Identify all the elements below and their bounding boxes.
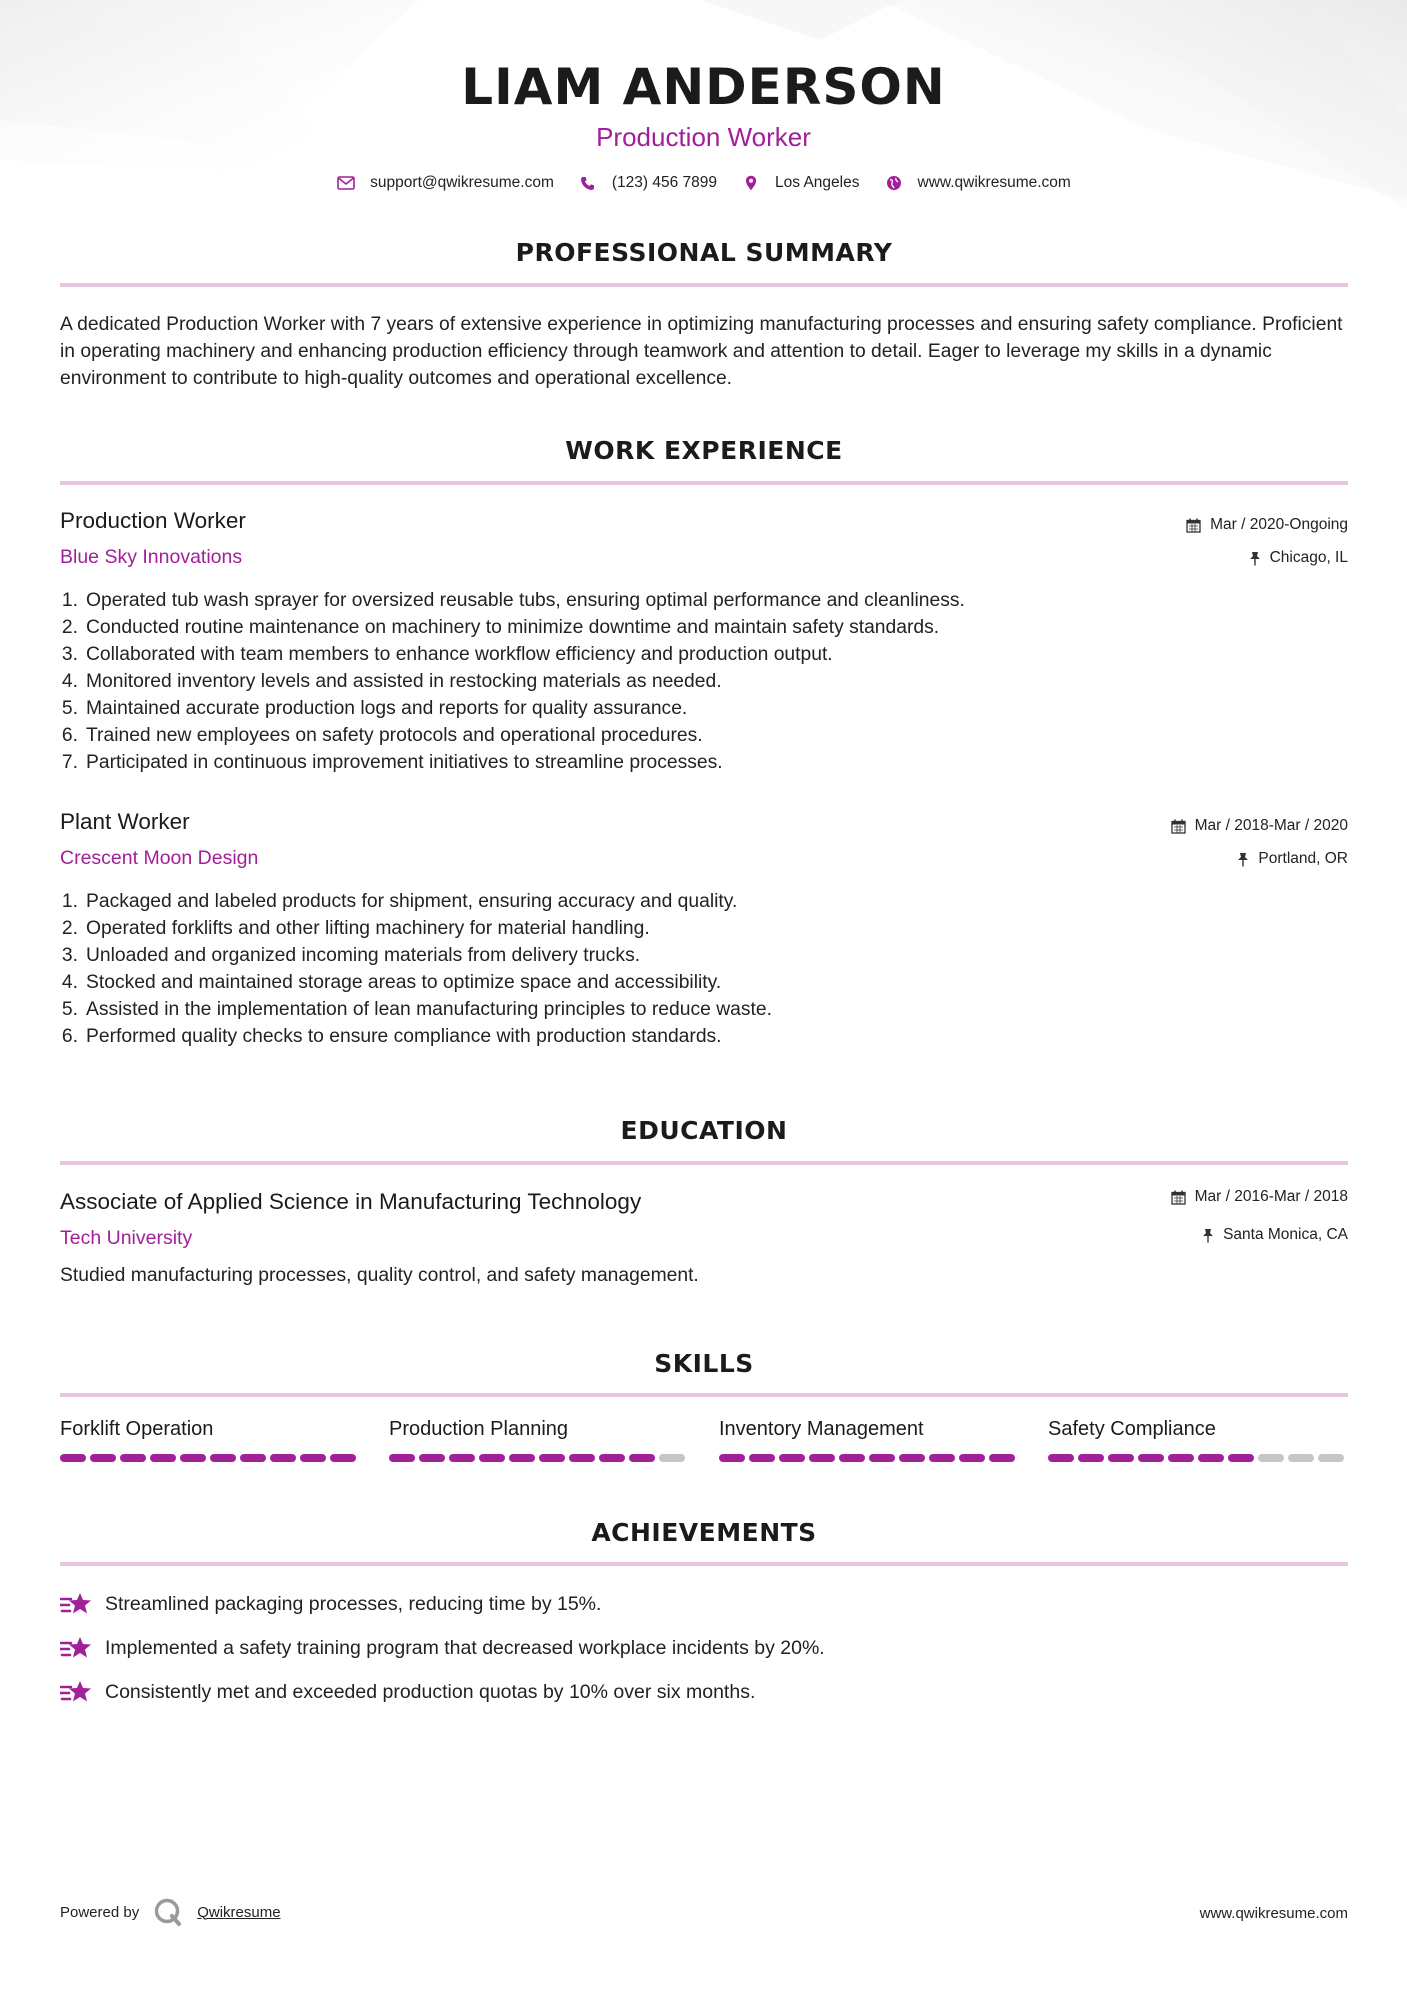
- job-dates-text: Mar / 2018-Mar / 2020: [1194, 817, 1348, 834]
- education-divider: [60, 1161, 1348, 1165]
- skill-name: Safety Compliance: [1048, 1418, 1216, 1440]
- skill-name: Inventory Management: [719, 1418, 924, 1440]
- summary-heading: PROFESSIONAL SUMMARY: [515, 238, 893, 267]
- skill-level-bar: [389, 1454, 689, 1462]
- skill-segment-filled: [809, 1454, 835, 1462]
- achievements-heading: ACHIEVEMENTS: [591, 1518, 817, 1547]
- list-item: 1. Packaged and labeled products for shipment, ensuring accuracy and quality.: [61, 891, 738, 912]
- skill-segment-filled: [1198, 1454, 1224, 1462]
- skill-segment-filled: [779, 1454, 805, 1462]
- job-dates: [1186, 516, 1348, 534]
- phone-icon: [578, 174, 598, 192]
- skill-segment-filled: [929, 1454, 955, 1462]
- skill-segment-filled: [449, 1454, 475, 1462]
- skill-segment-filled: [629, 1454, 655, 1462]
- list-item: 3. Unloaded and organized incoming materials from delivery trucks.: [61, 945, 641, 966]
- skill-segment-filled: [180, 1454, 206, 1462]
- map-pin-icon: [741, 174, 761, 192]
- skill-segment-filled: [60, 1454, 86, 1462]
- skill-segment-filled: [120, 1454, 146, 1462]
- list-item: 1. Operated tub wash sprayer for oversized reusable tubs, ensuring optimal performance and cleanliness.: [61, 590, 965, 611]
- skill-name: Forklift Operation: [60, 1418, 214, 1440]
- skill-segment-filled: [419, 1454, 445, 1462]
- skill-segment-filled: [479, 1454, 505, 1462]
- skill-segment-filled: [150, 1454, 176, 1462]
- summary-text: A dedicated Production Worker with 7 years of extensive experience in optimizing manufacturing processes and ensuring safety compliance. Proficient in operating machinery and enhancing production efficiency through teamwork and attention to detail. Eager to leverage my skills in a dynamic environment to contribute to high-quality outcomes and operational excellence.: [60, 314, 1343, 389]
- skill-segment-filled: [270, 1454, 296, 1462]
- skill-segment-filled: [1108, 1454, 1134, 1462]
- achievement-text: Implemented a safety training program that decreased workplace incidents by 20%.: [105, 1636, 825, 1659]
- list-item: 2. Operated forklifts and other lifting machinery for material handling.: [61, 918, 650, 939]
- skill-segment-filled: [869, 1454, 895, 1462]
- skill-segment-filled: [509, 1454, 535, 1462]
- education-description: Studied manufacturing processes, quality control, and safety management.: [60, 1265, 699, 1286]
- list-item: 6. Trained new employees on safety protocols and operational procedures.: [61, 725, 703, 746]
- skill-segment-empty: [659, 1454, 685, 1462]
- skill-item: [389, 1418, 689, 1462]
- degree-title: Associate of Applied Science in Manufacturing Technology: [60, 1189, 642, 1214]
- list-item: 7. Participated in continuous improvement initiatives to streamline processes.: [61, 752, 723, 773]
- list-item: 4. Stocked and maintained storage areas to optimize space and accessibility.: [61, 972, 722, 993]
- pushpin-icon: [1237, 852, 1249, 867]
- candidate-role: Production Worker: [596, 122, 811, 152]
- skill-segment-filled: [1138, 1454, 1164, 1462]
- shooting-star-icon: [60, 1678, 92, 1706]
- skill-segment-empty: [1258, 1454, 1284, 1462]
- job-title: Production Worker: [60, 508, 246, 533]
- contact-location: [741, 174, 859, 192]
- list-item: 4. Monitored inventory levels and assisted in restocking materials as needed.: [61, 671, 722, 692]
- achievement-text: Consistently met and exceeded production quotas by 10% over six months.: [105, 1680, 756, 1703]
- calendar-icon: [1171, 819, 1186, 834]
- skills-heading: SKILLS: [654, 1349, 754, 1378]
- list-item: 5. Maintained accurate production logs and reports for quality assurance.: [61, 698, 688, 719]
- skill-segment-filled: [300, 1454, 326, 1462]
- skills-divider: [60, 1393, 1348, 1397]
- achievement-item: [60, 1634, 825, 1662]
- pushpin-icon: [1202, 1228, 1214, 1243]
- skill-segment-filled: [959, 1454, 985, 1462]
- candidate-name: LIAM ANDERSON: [461, 58, 946, 116]
- skill-segment-filled: [989, 1454, 1015, 1462]
- envelope-icon: [336, 174, 356, 192]
- skills-list: [60, 1418, 1350, 1468]
- job-bullets: [52, 587, 1302, 776]
- footer-website[interactable]: www.qwikresume.com: [1199, 1905, 1348, 1922]
- achievement-item: [60, 1678, 755, 1706]
- achievement-item: [60, 1590, 601, 1618]
- school-name: Tech University: [60, 1227, 193, 1249]
- skill-segment-filled: [210, 1454, 236, 1462]
- skill-segment-filled: [719, 1454, 745, 1462]
- skill-segment-filled: [330, 1454, 356, 1462]
- contact-email-text: support@qwikresume.com: [370, 174, 554, 191]
- list-item: 2. Conducted routine maintenance on machinery to minimize downtime and maintain safety standards.: [61, 617, 940, 638]
- skill-segment-empty: [1318, 1454, 1344, 1462]
- skill-level-bar: [1048, 1454, 1348, 1462]
- experience-heading: WORK EXPERIENCE: [565, 436, 843, 465]
- skill-level-bar: [719, 1454, 1019, 1462]
- skill-item: [719, 1418, 1019, 1462]
- shooting-star-icon: [60, 1590, 92, 1618]
- job-dates: [1171, 817, 1348, 835]
- job-location-text: Chicago, IL: [1269, 549, 1348, 566]
- skill-segment-filled: [899, 1454, 925, 1462]
- skill-segment-filled: [240, 1454, 266, 1462]
- education-heading: EDUCATION: [620, 1116, 788, 1145]
- education-location: [1202, 1226, 1348, 1244]
- skill-segment-filled: [749, 1454, 775, 1462]
- contact-bar: [0, 174, 1407, 192]
- calendar-icon: [1171, 1190, 1186, 1205]
- qwikresume-link[interactable]: Qwikresume: [197, 1903, 281, 1921]
- shooting-star-icon: [60, 1634, 92, 1662]
- list-item: 5. Assisted in the implementation of lean manufacturing principles to reduce waste.: [61, 999, 772, 1020]
- job-location: [1237, 850, 1348, 868]
- contact-website-text: www.qwikresume.com: [917, 174, 1071, 191]
- skill-segment-filled: [389, 1454, 415, 1462]
- skill-segment-filled: [1228, 1454, 1254, 1462]
- job-location-text: Portland, OR: [1258, 850, 1348, 867]
- contact-website[interactable]: [884, 174, 1071, 192]
- skill-segment-filled: [839, 1454, 865, 1462]
- list-item: 6. Performed quality checks to ensure compliance with production standards.: [61, 1026, 722, 1047]
- summary-divider: [60, 283, 1348, 287]
- education-dates-text: Mar / 2016-Mar / 2018: [1194, 1188, 1348, 1205]
- contact-email[interactable]: [336, 174, 554, 192]
- job-dates-text: Mar / 2020-Ongoing: [1210, 516, 1348, 533]
- skill-segment-filled: [1048, 1454, 1074, 1462]
- list-item: 3. Collaborated with team members to enhance workflow efficiency and production output.: [61, 644, 833, 665]
- achievements-divider: [60, 1562, 1348, 1566]
- contact-phone[interactable]: [578, 174, 717, 192]
- skill-segment-filled: [539, 1454, 565, 1462]
- skill-segment-filled: [569, 1454, 595, 1462]
- powered-by-label: Powered by: [60, 1903, 140, 1921]
- job-location: [1249, 549, 1348, 567]
- achievement-text: Streamlined packaging processes, reducing time by 15%.: [105, 1592, 602, 1615]
- job-title: Plant Worker: [60, 809, 190, 834]
- skill-segment-empty: [1288, 1454, 1314, 1462]
- education-dates: [1171, 1188, 1348, 1206]
- footer-powered-by: [60, 1897, 281, 1927]
- skill-segment-filled: [90, 1454, 116, 1462]
- job-company: Crescent Moon Design: [60, 847, 259, 869]
- job-company: Blue Sky Innovations: [60, 546, 243, 568]
- skill-segment-filled: [599, 1454, 625, 1462]
- skill-name: Production Planning: [389, 1418, 569, 1440]
- education-location-text: Santa Monica, CA: [1223, 1226, 1348, 1243]
- calendar-icon: [1186, 518, 1201, 533]
- qwikresume-logo-icon: [153, 1897, 183, 1927]
- skill-segment-filled: [1078, 1454, 1104, 1462]
- skill-item: [60, 1418, 360, 1462]
- experience-divider: [60, 481, 1348, 485]
- job-bullets: [52, 888, 1302, 1050]
- globe-icon: [884, 174, 904, 192]
- skill-segment-filled: [1168, 1454, 1194, 1462]
- skill-level-bar: [60, 1454, 360, 1462]
- contact-phone-text: (123) 456 7899: [611, 174, 718, 191]
- skill-item: [1048, 1418, 1348, 1462]
- pushpin-icon: [1249, 551, 1261, 566]
- contact-location-text: Los Angeles: [775, 174, 860, 191]
